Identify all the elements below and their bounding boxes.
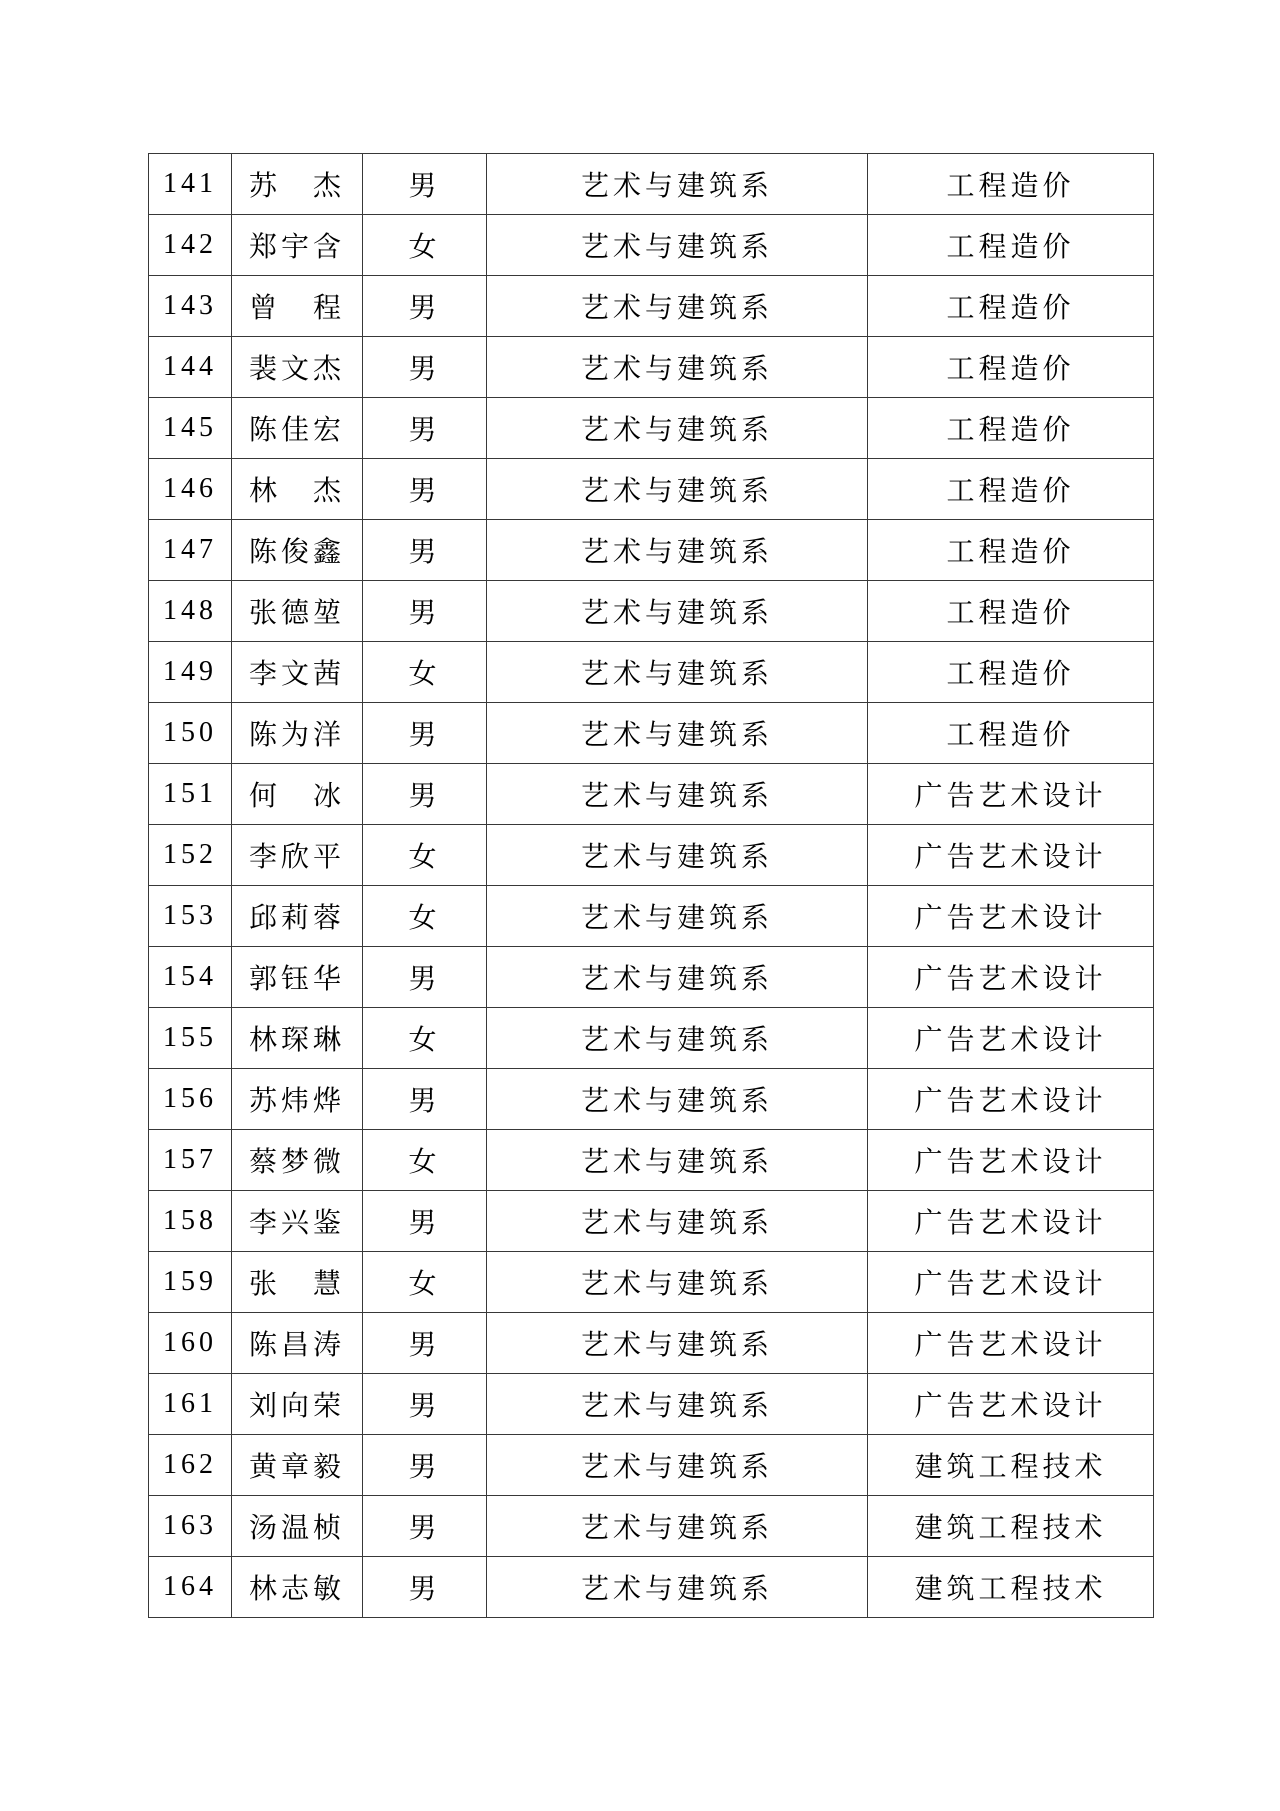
table-row (149, 1191, 1154, 1252)
cell-major: 广告艺术设计 (868, 825, 1154, 886)
cell-department: 艺术与建筑系 (487, 642, 868, 703)
table-row (149, 1435, 1154, 1496)
cell-department: 艺术与建筑系 (487, 276, 868, 337)
cell-student-name: 何 冰 (232, 764, 363, 825)
cell-gender: 男 (363, 764, 487, 825)
cell-major: 广告艺术设计 (868, 947, 1154, 1008)
table-row (149, 276, 1154, 337)
cell-department: 艺术与建筑系 (487, 1496, 868, 1557)
cell-department: 艺术与建筑系 (487, 398, 868, 459)
table-row (149, 703, 1154, 764)
cell-row-number: 148 (149, 581, 232, 642)
cell-major: 广告艺术设计 (868, 1008, 1154, 1069)
cell-department: 艺术与建筑系 (487, 215, 868, 276)
student-roster-table (148, 153, 1154, 1618)
cell-major: 建筑工程技术 (868, 1496, 1154, 1557)
cell-department: 艺术与建筑系 (487, 1557, 868, 1618)
cell-gender: 男 (363, 459, 487, 520)
cell-major: 工程造价 (868, 642, 1154, 703)
student-roster-body (149, 154, 1154, 1618)
cell-gender: 男 (363, 520, 487, 581)
table-row (149, 947, 1154, 1008)
table-row (149, 1313, 1154, 1374)
cell-student-name: 张德堃 (232, 581, 363, 642)
cell-department: 艺术与建筑系 (487, 1130, 868, 1191)
cell-major: 工程造价 (868, 459, 1154, 520)
cell-student-name: 曾 程 (232, 276, 363, 337)
cell-gender: 男 (363, 947, 487, 1008)
cell-student-name: 苏 杰 (232, 154, 363, 215)
cell-department: 艺术与建筑系 (487, 1252, 868, 1313)
cell-department: 艺术与建筑系 (487, 1435, 868, 1496)
cell-major: 广告艺术设计 (868, 1313, 1154, 1374)
table-row (149, 1130, 1154, 1191)
cell-student-name: 李兴鉴 (232, 1191, 363, 1252)
table-row (149, 1374, 1154, 1435)
cell-row-number: 158 (149, 1191, 232, 1252)
cell-student-name: 李欣平 (232, 825, 363, 886)
table-row (149, 459, 1154, 520)
cell-gender: 男 (363, 1069, 487, 1130)
cell-row-number: 164 (149, 1557, 232, 1618)
cell-department: 艺术与建筑系 (487, 154, 868, 215)
table-row (149, 1008, 1154, 1069)
cell-major: 建筑工程技术 (868, 1557, 1154, 1618)
table-row (149, 398, 1154, 459)
cell-major: 工程造价 (868, 703, 1154, 764)
cell-row-number: 153 (149, 886, 232, 947)
cell-gender: 女 (363, 1252, 487, 1313)
table-row (149, 520, 1154, 581)
cell-major: 工程造价 (868, 215, 1154, 276)
cell-student-name: 陈为洋 (232, 703, 363, 764)
cell-department: 艺术与建筑系 (487, 764, 868, 825)
cell-major: 广告艺术设计 (868, 1191, 1154, 1252)
table-row (149, 825, 1154, 886)
cell-department: 艺术与建筑系 (487, 947, 868, 1008)
table-row (149, 215, 1154, 276)
cell-row-number: 156 (149, 1069, 232, 1130)
table-row (149, 764, 1154, 825)
table-row (149, 1557, 1154, 1618)
cell-gender: 男 (363, 703, 487, 764)
cell-row-number: 152 (149, 825, 232, 886)
cell-major: 广告艺术设计 (868, 764, 1154, 825)
cell-row-number: 155 (149, 1008, 232, 1069)
cell-department: 艺术与建筑系 (487, 1313, 868, 1374)
cell-department: 艺术与建筑系 (487, 1008, 868, 1069)
cell-student-name: 郑宇含 (232, 215, 363, 276)
cell-major: 工程造价 (868, 276, 1154, 337)
cell-row-number: 143 (149, 276, 232, 337)
cell-gender: 男 (363, 1435, 487, 1496)
cell-gender: 男 (363, 1496, 487, 1557)
cell-gender: 女 (363, 825, 487, 886)
cell-row-number: 147 (149, 520, 232, 581)
cell-student-name: 刘向荣 (232, 1374, 363, 1435)
cell-major: 广告艺术设计 (868, 1374, 1154, 1435)
cell-major: 广告艺术设计 (868, 1069, 1154, 1130)
cell-department: 艺术与建筑系 (487, 581, 868, 642)
cell-student-name: 裴文杰 (232, 337, 363, 398)
cell-row-number: 163 (149, 1496, 232, 1557)
cell-major: 工程造价 (868, 581, 1154, 642)
cell-row-number: 159 (149, 1252, 232, 1313)
cell-gender: 男 (363, 1313, 487, 1374)
cell-department: 艺术与建筑系 (487, 459, 868, 520)
cell-student-name: 林志敏 (232, 1557, 363, 1618)
cell-student-name: 陈佳宏 (232, 398, 363, 459)
cell-row-number: 142 (149, 215, 232, 276)
cell-major: 工程造价 (868, 398, 1154, 459)
cell-gender: 女 (363, 1008, 487, 1069)
cell-department: 艺术与建筑系 (487, 1191, 868, 1252)
cell-gender: 男 (363, 1191, 487, 1252)
cell-gender: 女 (363, 886, 487, 947)
cell-major: 工程造价 (868, 337, 1154, 398)
cell-gender: 女 (363, 642, 487, 703)
cell-student-name: 陈俊鑫 (232, 520, 363, 581)
table-row (149, 581, 1154, 642)
cell-gender: 男 (363, 581, 487, 642)
cell-gender: 男 (363, 154, 487, 215)
cell-student-name: 郭钰华 (232, 947, 363, 1008)
cell-department: 艺术与建筑系 (487, 520, 868, 581)
cell-student-name: 蔡梦微 (232, 1130, 363, 1191)
cell-row-number: 161 (149, 1374, 232, 1435)
cell-student-name: 林琛琳 (232, 1008, 363, 1069)
cell-department: 艺术与建筑系 (487, 825, 868, 886)
cell-student-name: 李文茜 (232, 642, 363, 703)
cell-student-name: 黄章毅 (232, 1435, 363, 1496)
cell-major: 广告艺术设计 (868, 1130, 1154, 1191)
cell-student-name: 邱莉蓉 (232, 886, 363, 947)
cell-row-number: 144 (149, 337, 232, 398)
cell-row-number: 162 (149, 1435, 232, 1496)
table-row (149, 1252, 1154, 1313)
cell-gender: 男 (363, 1557, 487, 1618)
cell-department: 艺术与建筑系 (487, 337, 868, 398)
cell-row-number: 154 (149, 947, 232, 1008)
cell-row-number: 141 (149, 154, 232, 215)
cell-gender: 男 (363, 276, 487, 337)
cell-gender: 女 (363, 1130, 487, 1191)
cell-major: 工程造价 (868, 520, 1154, 581)
cell-gender: 男 (363, 337, 487, 398)
table-row (149, 1496, 1154, 1557)
cell-row-number: 151 (149, 764, 232, 825)
cell-department: 艺术与建筑系 (487, 703, 868, 764)
cell-row-number: 160 (149, 1313, 232, 1374)
cell-student-name: 张 慧 (232, 1252, 363, 1313)
cell-department: 艺术与建筑系 (487, 886, 868, 947)
table-row (149, 337, 1154, 398)
cell-gender: 男 (363, 1374, 487, 1435)
cell-student-name: 汤温桢 (232, 1496, 363, 1557)
cell-department: 艺术与建筑系 (487, 1374, 868, 1435)
cell-row-number: 157 (149, 1130, 232, 1191)
cell-department: 艺术与建筑系 (487, 1069, 868, 1130)
table-row (149, 1069, 1154, 1130)
table-row (149, 642, 1154, 703)
cell-student-name: 林 杰 (232, 459, 363, 520)
cell-major: 广告艺术设计 (868, 1252, 1154, 1313)
cell-major: 工程造价 (868, 154, 1154, 215)
cell-row-number: 150 (149, 703, 232, 764)
cell-gender: 男 (363, 398, 487, 459)
cell-student-name: 苏炜烨 (232, 1069, 363, 1130)
cell-student-name: 陈昌涛 (232, 1313, 363, 1374)
cell-major: 广告艺术设计 (868, 886, 1154, 947)
cell-row-number: 149 (149, 642, 232, 703)
cell-row-number: 145 (149, 398, 232, 459)
table-row (149, 886, 1154, 947)
cell-major: 建筑工程技术 (868, 1435, 1154, 1496)
table-row (149, 154, 1154, 215)
cell-row-number: 146 (149, 459, 232, 520)
cell-gender: 女 (363, 215, 487, 276)
